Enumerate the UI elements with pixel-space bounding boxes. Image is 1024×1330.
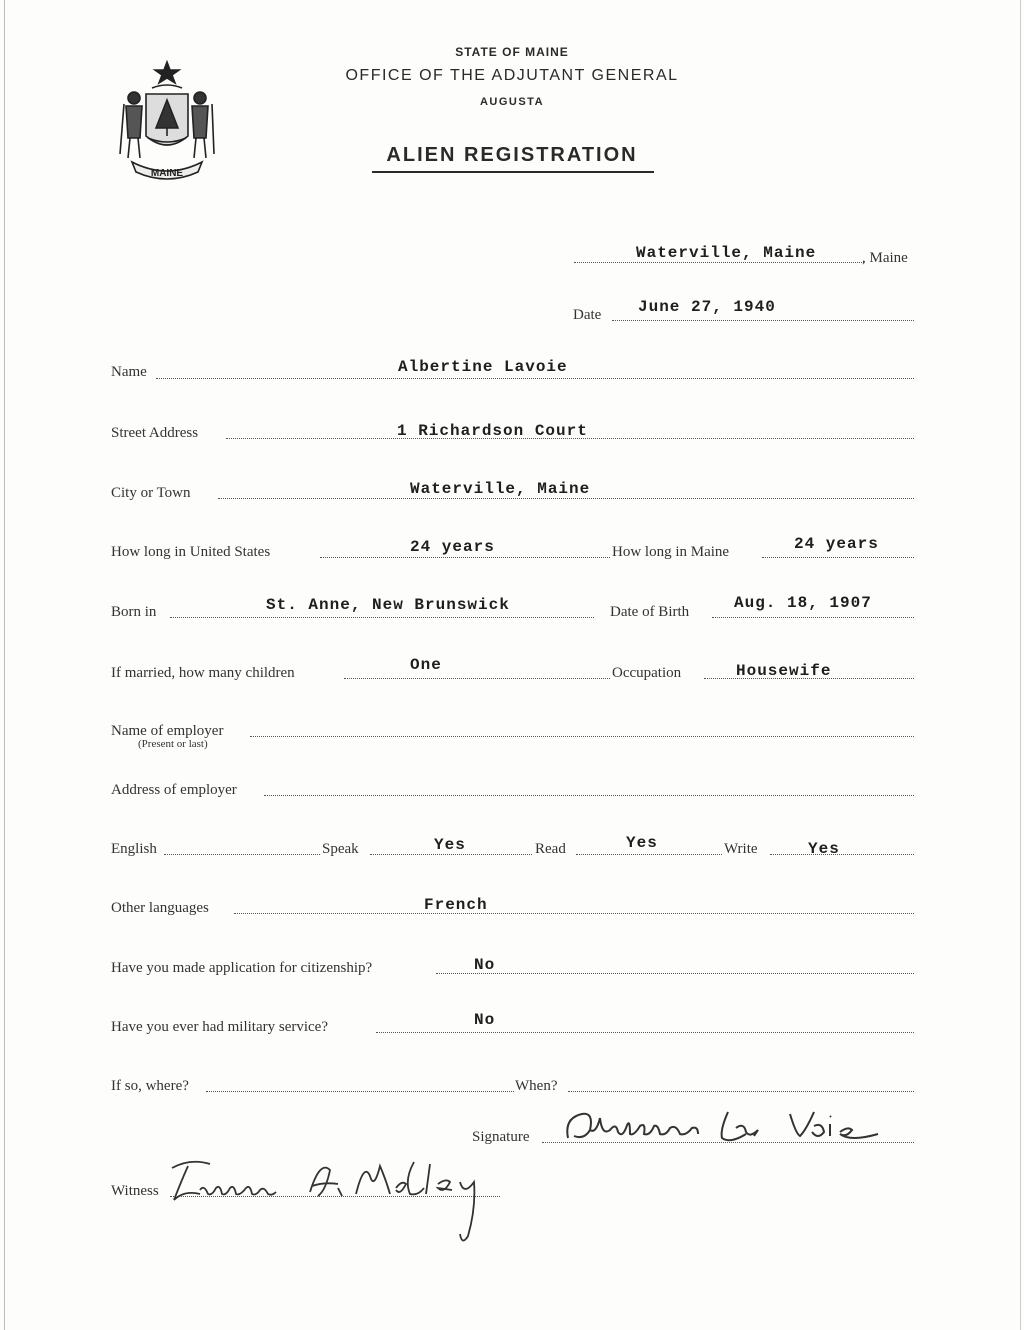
- children-value: One: [410, 656, 442, 674]
- citizenship-value: No: [474, 956, 496, 974]
- read-label: Read: [535, 841, 566, 857]
- place-suffix: , Maine: [862, 250, 908, 266]
- header-office: OFFICE OF THE ADJUTANT GENERAL: [345, 67, 679, 84]
- page-edge-left: [4, 0, 5, 1330]
- date-line: [612, 320, 914, 321]
- where-label: If so, where?: [111, 1078, 189, 1094]
- write-value: Yes: [808, 840, 840, 858]
- english-label: English: [111, 841, 157, 857]
- citizenship-label: Have you made application for citizenship?: [111, 960, 373, 976]
- other-languages-line: [234, 913, 914, 914]
- employer-sublabel: (Present or last): [138, 738, 208, 750]
- name-line: [156, 378, 914, 379]
- us-duration-line: [320, 557, 610, 558]
- dob-label: Date of Birth: [610, 604, 690, 620]
- english-line: [164, 854, 320, 855]
- when-line: [568, 1091, 914, 1092]
- us-duration-value: 24 years: [410, 538, 495, 556]
- born-value: St. Anne, New Brunswick: [266, 596, 510, 614]
- other-languages-label: Other languages: [111, 900, 209, 916]
- occupation-value: Housewife: [736, 662, 832, 680]
- born-line: [170, 617, 594, 618]
- city-label: City or Town: [111, 485, 191, 501]
- write-line: [770, 854, 914, 855]
- when-label: When?: [515, 1078, 558, 1094]
- street-label: Street Address: [111, 425, 199, 441]
- page-edge-right: [1020, 0, 1021, 1330]
- header-city: AUGUSTA: [479, 96, 545, 108]
- read-line: [576, 854, 722, 855]
- maine-duration-line: [762, 557, 914, 558]
- dob-value: Aug. 18, 1907: [734, 594, 872, 612]
- city-line: [218, 498, 914, 499]
- seal-ribbon-text: MAINE: [150, 168, 184, 179]
- header-state: STATE OF MAINE: [455, 45, 569, 59]
- where-line: [206, 1091, 514, 1092]
- military-label: Have you ever had military service?: [111, 1019, 328, 1035]
- street-value: 1 Richardson Court: [397, 422, 588, 440]
- occupation-label: Occupation: [612, 665, 682, 681]
- employer-address-line: [264, 795, 914, 796]
- page-title: ALIEN REGISTRATION: [386, 144, 638, 166]
- speak-line: [370, 854, 532, 855]
- name-label: Name: [111, 364, 147, 380]
- write-label: Write: [724, 841, 758, 857]
- children-label: If married, how many children: [111, 665, 295, 681]
- read-value: Yes: [626, 834, 658, 852]
- date-label: Date: [573, 307, 602, 323]
- place-line: [574, 262, 864, 263]
- born-label: Born in: [111, 604, 157, 620]
- speak-value: Yes: [434, 836, 466, 854]
- employer-address-label: Address of employer: [111, 782, 237, 798]
- employer-line: [250, 736, 914, 737]
- witness-label: Witness: [111, 1183, 159, 1199]
- military-line: [376, 1032, 914, 1033]
- place-value: Waterville, Maine: [636, 244, 817, 262]
- signature-handwriting: [560, 1100, 890, 1150]
- date-value: June 27, 1940: [638, 298, 776, 316]
- us-duration-label: How long in United States: [111, 544, 271, 560]
- children-line: [344, 678, 610, 679]
- signature-label: Signature: [472, 1129, 530, 1145]
- city-value: Waterville, Maine: [410, 480, 591, 498]
- employer-label: Name of employer: [111, 723, 224, 739]
- maine-duration-value: 24 years: [794, 535, 879, 553]
- name-value: Albertine Lavoie: [398, 358, 568, 376]
- other-languages-value: French: [424, 896, 488, 914]
- witness-handwriting: [160, 1150, 510, 1250]
- dob-line: [712, 617, 914, 618]
- military-value: No: [474, 1011, 496, 1029]
- citizenship-line: [436, 973, 914, 974]
- title-underline: [372, 171, 654, 173]
- maine-duration-label: How long in Maine: [612, 544, 730, 560]
- speak-label: Speak: [322, 841, 359, 857]
